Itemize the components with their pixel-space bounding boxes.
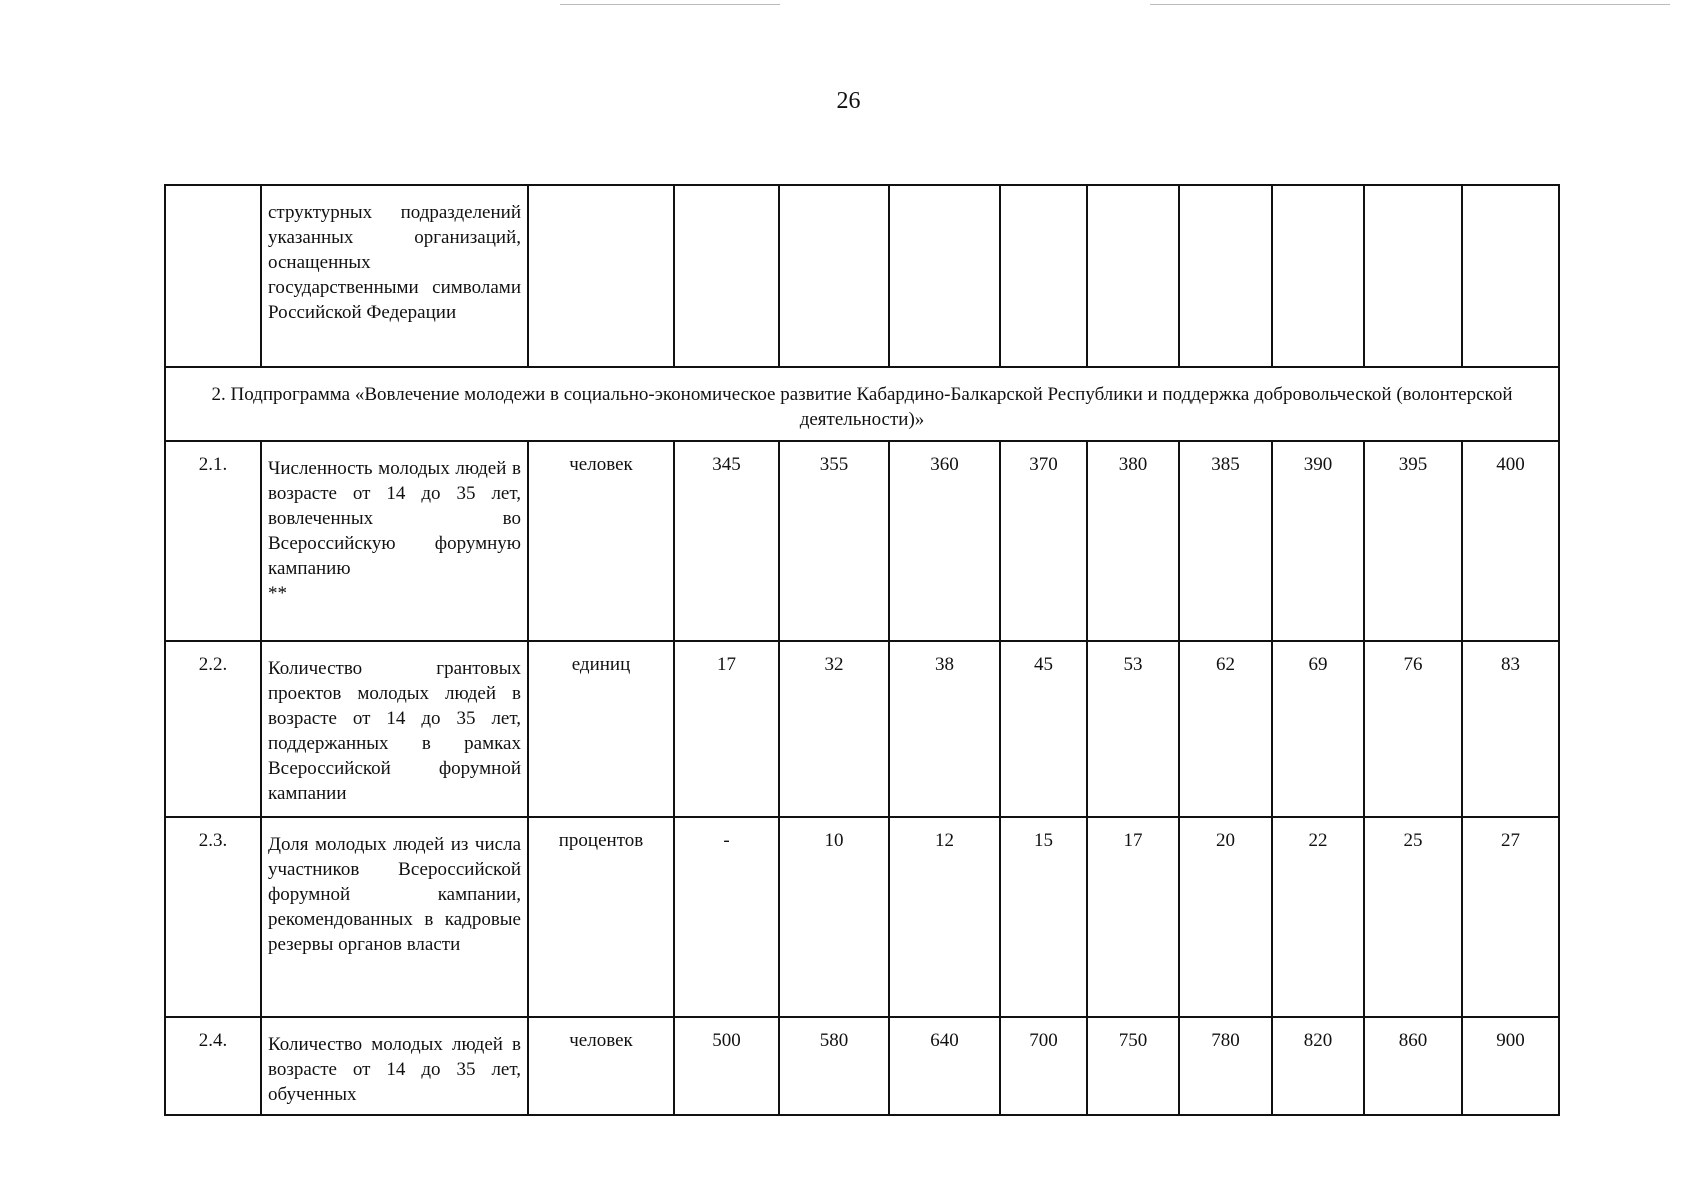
cell-value <box>674 185 779 367</box>
cell-description: структурных подразделений указанных организаций, оснащенных государственными символами Российской Федерации <box>261 185 528 367</box>
value-cell: 45 <box>1000 641 1087 817</box>
value-cell: 12 <box>889 817 1000 1017</box>
unit: человек <box>528 441 674 641</box>
value-cell: 17 <box>674 641 779 817</box>
scan-artifact <box>1150 4 1670 5</box>
value-cell: 700 <box>1000 1017 1087 1115</box>
value-cell: 750 <box>1087 1017 1179 1115</box>
cell-description: Количество грантовых проектов молодых людей в возрасте от 14 до 35 лет, поддержанных в рамках Всероссийской форумной кампании <box>261 641 528 817</box>
cell-value <box>1364 185 1462 367</box>
description-text: Численность молодых людей в возрасте от 14 до 35 лет, вовлеченных во Всероссийскую форумную кампанию <box>268 458 521 579</box>
footnote-marker: ** <box>268 583 287 604</box>
value-cell: 25 <box>1364 817 1462 1017</box>
value-cell: 860 <box>1364 1017 1462 1115</box>
value-cell: 580 <box>779 1017 889 1115</box>
cell-value <box>779 185 889 367</box>
cell-unit <box>528 185 674 367</box>
row-number: 2.2. <box>165 641 261 817</box>
table-row <box>165 817 1559 1017</box>
page-number: 26 <box>836 88 861 114</box>
cell-description: Доля молодых людей из числа участников Всероссийской форумной кампании, рекомендованных в кадровые резервы органов власти <box>261 817 528 1017</box>
value-cell: 360 <box>889 441 1000 641</box>
cell-num <box>165 185 261 367</box>
table-row <box>165 641 1559 817</box>
value-cell: 640 <box>889 1017 1000 1115</box>
unit: единиц <box>528 641 674 817</box>
value-cell: 380 <box>1087 441 1179 641</box>
value-cell: 355 <box>779 441 889 641</box>
cell-value <box>1272 185 1364 367</box>
value-cell: 370 <box>1000 441 1087 641</box>
cell-description <box>261 441 528 641</box>
value-cell: 38 <box>889 641 1000 817</box>
unit: человек <box>528 1017 674 1115</box>
value-cell: 27 <box>1462 817 1559 1017</box>
value-cell: 820 <box>1272 1017 1364 1115</box>
value-cell: 500 <box>674 1017 779 1115</box>
value-cell: 17 <box>1087 817 1179 1017</box>
cell-value <box>1000 185 1087 367</box>
row-number: 2.3. <box>165 817 261 1017</box>
value-cell: 385 <box>1179 441 1272 641</box>
continued-row <box>165 185 1559 367</box>
value-cell: 345 <box>674 441 779 641</box>
value-cell: 53 <box>1087 641 1179 817</box>
subprogram-heading: 2. Подпрограмма «Вовлечение молодежи в социально-экономическое развитие Кабардино-Балкарской Республики и поддержка добровольческой (волонтерской деятельности)» <box>165 367 1559 441</box>
value-cell: 400 <box>1462 441 1559 641</box>
value-cell: 395 <box>1364 441 1462 641</box>
cell-value <box>1087 185 1179 367</box>
value-cell: 20 <box>1179 817 1272 1017</box>
value-cell: 900 <box>1462 1017 1559 1115</box>
cell-description: Количество молодых людей в возрасте от 14 до 35 лет, обученных <box>261 1017 528 1115</box>
row-number: 2.4. <box>165 1017 261 1115</box>
row-number: 2.1. <box>165 441 261 641</box>
cell-value <box>1179 185 1272 367</box>
value-cell: 83 <box>1462 641 1559 817</box>
value-cell: - <box>674 817 779 1017</box>
value-cell: 69 <box>1272 641 1364 817</box>
cell-value <box>1462 185 1559 367</box>
cell-value <box>889 185 1000 367</box>
unit: процентов <box>528 817 674 1017</box>
indicators-table <box>164 184 1560 1116</box>
scan-artifact <box>560 4 780 5</box>
value-cell: 15 <box>1000 817 1087 1017</box>
value-cell: 32 <box>779 641 889 817</box>
value-cell: 390 <box>1272 441 1364 641</box>
value-cell: 10 <box>779 817 889 1017</box>
value-cell: 62 <box>1179 641 1272 817</box>
table-row <box>165 1017 1559 1115</box>
value-cell: 780 <box>1179 1017 1272 1115</box>
subprogram-row <box>165 367 1559 441</box>
table-row <box>165 441 1559 641</box>
value-cell: 76 <box>1364 641 1462 817</box>
value-cell: 22 <box>1272 817 1364 1017</box>
